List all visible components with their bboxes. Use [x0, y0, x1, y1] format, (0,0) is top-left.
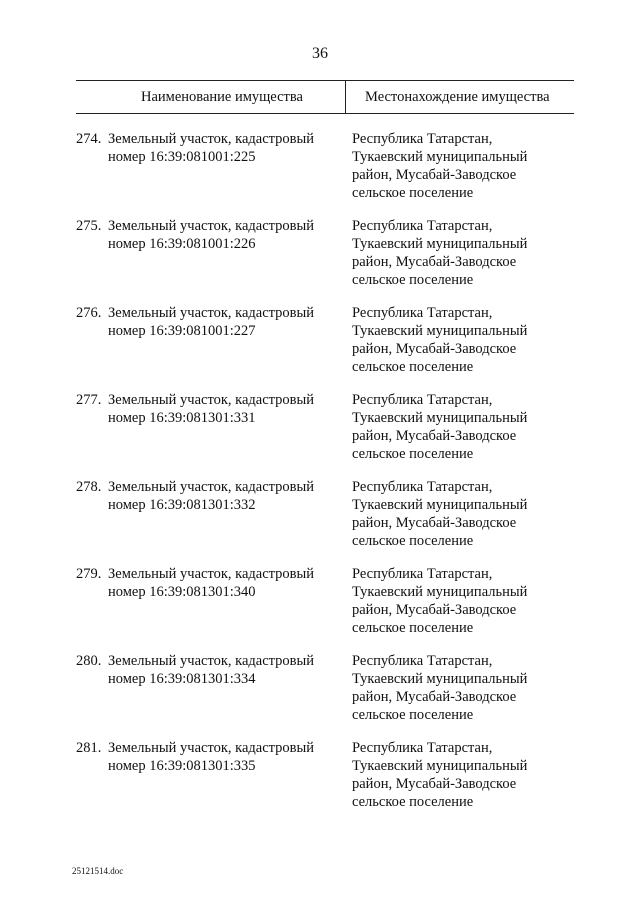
property-name-line: номер 16:39:081301:334 — [108, 671, 256, 687]
property-location-line: Республика Татарстан, — [352, 566, 493, 582]
row-number: 279. — [76, 566, 102, 582]
property-name-line: Земельный участок, кадастровый — [108, 740, 315, 756]
property-location-line: Тукаевский муниципальный — [352, 497, 528, 513]
table-row — [76, 217, 574, 304]
property-name — [108, 217, 328, 253]
table-body — [76, 130, 574, 826]
property-name-line: номер 16:39:081301:331 — [108, 410, 256, 426]
property-location-line: сельское поселение — [352, 620, 474, 636]
property-location — [352, 391, 562, 463]
property-location-line: район, Мусабай-Заводское — [352, 428, 517, 444]
property-location-line: район, Мусабай-Заводское — [352, 776, 517, 792]
property-name — [108, 739, 328, 775]
row-number: 280. — [76, 653, 102, 669]
property-location-line: сельское поселение — [352, 359, 474, 375]
property-name-line: Земельный участок, кадастровый — [108, 131, 315, 147]
property-location-line: Республика Татарстан, — [352, 392, 493, 408]
table-row — [76, 391, 574, 478]
header-name: Наименование имущества — [141, 89, 303, 105]
property-location-line: Тукаевский муниципальный — [352, 584, 528, 600]
property-name-line: номер 16:39:081001:227 — [108, 323, 256, 339]
property-location — [352, 478, 562, 550]
table-row — [76, 652, 574, 739]
property-location-line: Тукаевский муниципальный — [352, 758, 528, 774]
property-name-line: Земельный участок, кадастровый — [108, 653, 315, 669]
property-name — [108, 304, 328, 340]
property-location-line: район, Мусабай-Заводское — [352, 689, 517, 705]
row-number: 278. — [76, 479, 102, 495]
property-location-line: Республика Татарстан, — [352, 218, 493, 234]
property-name-line: номер 16:39:081001:225 — [108, 149, 256, 165]
table-row — [76, 304, 574, 391]
property-name — [108, 130, 328, 166]
property-location — [352, 565, 562, 637]
property-location-line: район, Мусабай-Заводское — [352, 515, 517, 531]
header-location: Местонахождение имущества — [365, 89, 550, 105]
property-name-line: номер 16:39:081301:335 — [108, 758, 256, 774]
property-name — [108, 391, 328, 427]
property-location-line: сельское поселение — [352, 533, 474, 549]
table-row — [76, 565, 574, 652]
property-location-line: сельское поселение — [352, 707, 474, 723]
row-number: 274. — [76, 131, 102, 147]
property-location — [352, 652, 562, 724]
property-location-line: район, Мусабай-Заводское — [352, 167, 517, 183]
property-location-line: Республика Татарстан, — [352, 305, 493, 321]
property-name-line: номер 16:39:081001:226 — [108, 236, 256, 252]
row-number: 281. — [76, 740, 102, 756]
property-location-line: сельское поселение — [352, 272, 474, 288]
property-location-line: Республика Татарстан, — [352, 740, 493, 756]
property-location-line: район, Мусабай-Заводское — [352, 341, 517, 357]
table-row — [76, 478, 574, 565]
header-divider — [345, 81, 346, 113]
property-location-line: сельское поселение — [352, 446, 474, 462]
table-row — [76, 739, 574, 826]
property-location-line: Республика Татарстан, — [352, 131, 493, 147]
table-row — [76, 130, 574, 217]
property-location — [352, 217, 562, 289]
property-location-line: сельское поселение — [352, 794, 474, 810]
property-name — [108, 652, 328, 688]
property-name — [108, 478, 328, 514]
property-name-line: номер 16:39:081301:332 — [108, 497, 256, 513]
property-location — [352, 130, 562, 202]
property-location-line: Тукаевский муниципальный — [352, 323, 528, 339]
property-name-line: номер 16:39:081301:340 — [108, 584, 256, 600]
row-number: 276. — [76, 305, 102, 321]
property-location-line: Тукаевский муниципальный — [352, 671, 528, 687]
document-id: 25121514.doc — [72, 866, 124, 876]
property-location-line: Тукаевский муниципальный — [352, 410, 528, 426]
property-location — [352, 304, 562, 376]
row-number: 275. — [76, 218, 102, 234]
property-location-line: Тукаевский муниципальный — [352, 236, 528, 252]
property-name-line: Земельный участок, кадастровый — [108, 566, 315, 582]
property-name-line: Земельный участок, кадастровый — [108, 218, 315, 234]
property-name-line: Земельный участок, кадастровый — [108, 479, 315, 495]
property-location — [352, 739, 562, 811]
property-name-line: Земельный участок, кадастровый — [108, 392, 315, 408]
property-location-line: Тукаевский муниципальный — [352, 149, 528, 165]
table-header — [76, 80, 574, 114]
property-name-line: Земельный участок, кадастровый — [108, 305, 315, 321]
property-name — [108, 565, 328, 601]
page-number: 36 — [312, 45, 328, 62]
property-location-line: Республика Татарстан, — [352, 479, 493, 495]
property-location-line: район, Мусабай-Заводское — [352, 254, 517, 270]
property-location-line: сельское поселение — [352, 185, 474, 201]
property-location-line: Республика Татарстан, — [352, 653, 493, 669]
row-number: 277. — [76, 392, 102, 408]
property-location-line: район, Мусабай-Заводское — [352, 602, 517, 618]
